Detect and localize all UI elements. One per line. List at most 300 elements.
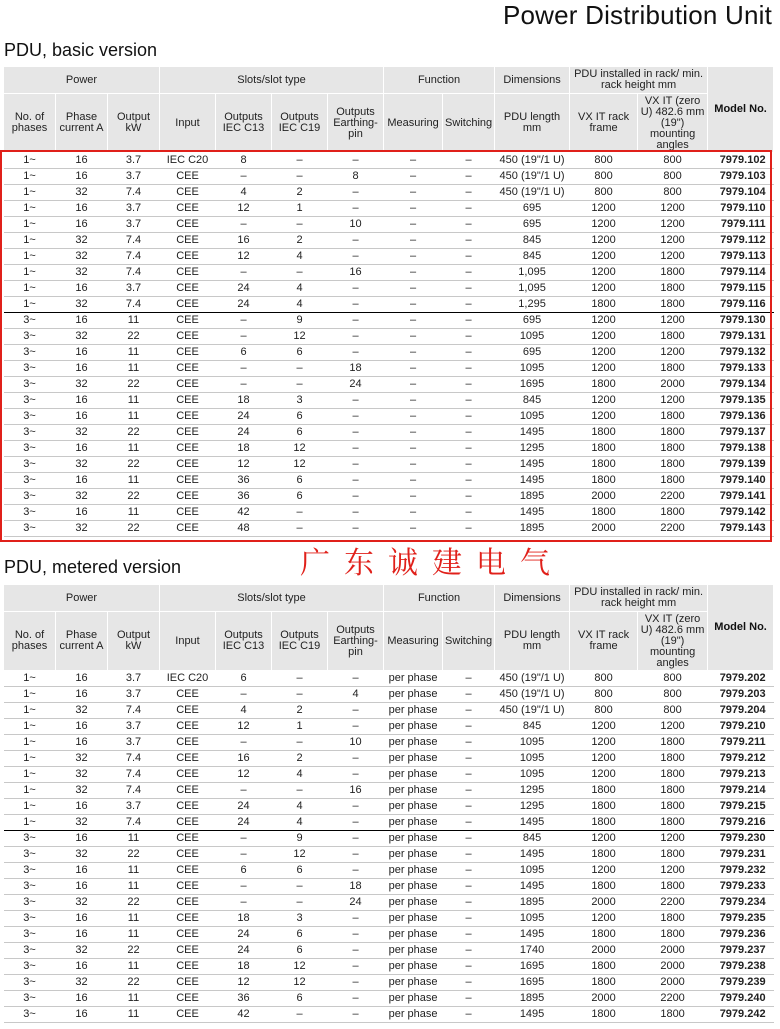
table-row (4, 377, 774, 393)
header-group-function: Function (384, 585, 495, 612)
cell-c13: 12 (216, 249, 272, 265)
header-phases: No. of phases (4, 612, 56, 671)
pdu-basic-rows (4, 153, 774, 537)
cell-c13: 36 (216, 991, 272, 1007)
cell-length: 1095 (495, 911, 570, 927)
cell-vx-zero: 1800 (638, 297, 708, 313)
cell-c19: 1 (272, 719, 328, 735)
table-row (4, 735, 774, 751)
cell-switching: – (443, 719, 495, 735)
cell-length: 1495 (495, 425, 570, 441)
cell-vx-zero: 1800 (638, 847, 708, 863)
header-length: PDU length mm (495, 94, 570, 153)
cell-vx-zero: 2200 (638, 521, 708, 537)
cell-earthing: – (328, 671, 384, 687)
cell-phases: 3~ (4, 911, 56, 927)
cell-input: CEE (160, 313, 216, 329)
cell-switching: – (443, 393, 495, 409)
cell-length: 695 (495, 313, 570, 329)
cell-phases: 1~ (4, 233, 56, 249)
cell-vx-frame: 1800 (570, 783, 638, 799)
header-model: Model No. (708, 585, 774, 671)
cell-c13: 6 (216, 345, 272, 361)
cell-input: CEE (160, 345, 216, 361)
cell-vx-zero: 2000 (638, 959, 708, 975)
cell-phases: 1~ (4, 783, 56, 799)
table-row (4, 815, 774, 831)
cell-c19: 6 (272, 409, 328, 425)
cell-model: 7979.212 (708, 751, 774, 767)
header-output: Output kW (108, 94, 160, 153)
cell-measuring: per phase (384, 799, 443, 815)
cell-output: 11 (108, 831, 160, 847)
cell-c19: 12 (272, 975, 328, 991)
cell-current: 32 (56, 249, 108, 265)
cell-output: 11 (108, 441, 160, 457)
cell-output: 3.7 (108, 735, 160, 751)
cell-model: 7979.139 (708, 457, 774, 473)
table-row (4, 895, 774, 911)
table-row (4, 345, 774, 361)
cell-measuring: per phase (384, 959, 443, 975)
cell-current: 16 (56, 345, 108, 361)
header-group-slots: Slots/slot type (160, 585, 384, 612)
cell-input: CEE (160, 169, 216, 185)
cell-switching: – (443, 313, 495, 329)
table-row (4, 457, 774, 473)
cell-switching: – (443, 489, 495, 505)
table-row (4, 1007, 774, 1023)
cell-output: 22 (108, 377, 160, 393)
header-vx-frame: VX IT rack frame (570, 94, 638, 153)
cell-output: 11 (108, 409, 160, 425)
cell-vx-frame: 1800 (570, 297, 638, 313)
cell-phases: 3~ (4, 975, 56, 991)
cell-vx-frame: 1800 (570, 815, 638, 831)
cell-switching: – (443, 361, 495, 377)
header-input: Input (160, 612, 216, 671)
cell-vx-zero: 1800 (638, 265, 708, 281)
cell-input: CEE (160, 249, 216, 265)
cell-switching: – (443, 751, 495, 767)
cell-output: 22 (108, 943, 160, 959)
cell-phases: 3~ (4, 879, 56, 895)
cell-input: CEE (160, 847, 216, 863)
cell-length: 1095 (495, 735, 570, 751)
cell-phases: 1~ (4, 735, 56, 751)
cell-c19: – (272, 895, 328, 911)
cell-phases: 3~ (4, 489, 56, 505)
cell-input: CEE (160, 329, 216, 345)
cell-switching: – (443, 687, 495, 703)
cell-current: 32 (56, 815, 108, 831)
cell-current: 16 (56, 671, 108, 687)
cell-current: 16 (56, 687, 108, 703)
header-vx-frame: VX IT rack frame (570, 612, 638, 671)
cell-length: 1,095 (495, 281, 570, 297)
cell-measuring: – (384, 409, 443, 425)
table-row (4, 751, 774, 767)
cell-vx-zero: 800 (638, 671, 708, 687)
cell-vx-zero: 2000 (638, 377, 708, 393)
cell-model: 7979.133 (708, 361, 774, 377)
cell-input: CEE (160, 201, 216, 217)
cell-length: 845 (495, 831, 570, 847)
cell-switching: – (443, 345, 495, 361)
cell-model: 7979.238 (708, 959, 774, 975)
cell-measuring: – (384, 265, 443, 281)
cell-output: 3.7 (108, 687, 160, 703)
cell-measuring: per phase (384, 911, 443, 927)
cell-output: 11 (108, 927, 160, 943)
cell-measuring: – (384, 169, 443, 185)
page-title: Power Distribution Unit (502, 0, 772, 30)
cell-output: 3.7 (108, 169, 160, 185)
cell-input: CEE (160, 943, 216, 959)
cell-current: 16 (56, 473, 108, 489)
cell-c19: 1 (272, 201, 328, 217)
header-output: Output kW (108, 612, 160, 671)
cell-measuring: – (384, 297, 443, 313)
cell-switching: – (443, 847, 495, 863)
cell-switching: – (443, 457, 495, 473)
cell-model: 7979.236 (708, 927, 774, 943)
cell-length: 845 (495, 719, 570, 735)
cell-earthing: – (328, 425, 384, 441)
cell-current: 32 (56, 329, 108, 345)
cell-vx-zero: 1800 (638, 409, 708, 425)
cell-vx-zero: 1800 (638, 457, 708, 473)
cell-earthing: – (328, 975, 384, 991)
cell-vx-frame: 1200 (570, 393, 638, 409)
cell-c13: 18 (216, 959, 272, 975)
cell-model: 7979.132 (708, 345, 774, 361)
cell-vx-zero: 2200 (638, 489, 708, 505)
cell-c19: 6 (272, 863, 328, 879)
cell-c19: 12 (272, 847, 328, 863)
table-row (4, 847, 774, 863)
cell-vx-frame: 1800 (570, 959, 638, 975)
cell-length: 1495 (495, 847, 570, 863)
cell-phases: 1~ (4, 249, 56, 265)
table-row (4, 703, 774, 719)
table-row (4, 489, 774, 505)
cell-vx-frame: 1800 (570, 457, 638, 473)
cell-measuring: per phase (384, 687, 443, 703)
cell-measuring: – (384, 313, 443, 329)
cell-output: 11 (108, 361, 160, 377)
cell-c19: – (272, 671, 328, 687)
cell-switching: – (443, 831, 495, 847)
cell-earthing: – (328, 185, 384, 201)
cell-length: 450 (19"/1 U) (495, 671, 570, 687)
cell-input: CEE (160, 911, 216, 927)
cell-c13: 36 (216, 473, 272, 489)
cell-output: 11 (108, 313, 160, 329)
cell-c13: – (216, 377, 272, 393)
cell-phases: 3~ (4, 457, 56, 473)
cell-c19: 4 (272, 249, 328, 265)
cell-c13: – (216, 847, 272, 863)
cell-vx-frame: 1200 (570, 751, 638, 767)
cell-model: 7979.115 (708, 281, 774, 297)
cell-input: CEE (160, 441, 216, 457)
cell-model: 7979.216 (708, 815, 774, 831)
cell-c13: 24 (216, 297, 272, 313)
cell-c19: 12 (272, 329, 328, 345)
cell-input: CEE (160, 425, 216, 441)
cell-earthing: 24 (328, 377, 384, 393)
cell-length: 695 (495, 345, 570, 361)
cell-vx-zero: 2200 (638, 895, 708, 911)
cell-current: 32 (56, 377, 108, 393)
cell-vx-frame: 1200 (570, 719, 638, 735)
cell-vx-zero: 1800 (638, 505, 708, 521)
cell-switching: – (443, 169, 495, 185)
header-earthing: Outputs Earthing-pin (328, 612, 384, 671)
header-group-rack: PDU installed in rack/ min. rack height mm (570, 585, 708, 612)
table-row (4, 217, 774, 233)
pdu-basic-table (3, 66, 774, 537)
cell-length: 450 (19"/1 U) (495, 687, 570, 703)
cell-vx-zero: 1800 (638, 783, 708, 799)
cell-vx-zero: 1800 (638, 911, 708, 927)
cell-model: 7979.204 (708, 703, 774, 719)
cell-input: CEE (160, 409, 216, 425)
cell-switching: – (443, 927, 495, 943)
cell-vx-frame: 1800 (570, 441, 638, 457)
cell-measuring: per phase (384, 879, 443, 895)
cell-vx-zero: 1800 (638, 361, 708, 377)
cell-vx-frame: 1800 (570, 1007, 638, 1023)
cell-output: 22 (108, 847, 160, 863)
cell-current: 16 (56, 441, 108, 457)
cell-length: 1695 (495, 377, 570, 393)
table-row (4, 783, 774, 799)
cell-length: 1095 (495, 409, 570, 425)
cell-output: 22 (108, 895, 160, 911)
cell-earthing: – (328, 457, 384, 473)
cell-earthing: – (328, 719, 384, 735)
cell-c13: 24 (216, 409, 272, 425)
cell-output: 11 (108, 879, 160, 895)
cell-c13: 18 (216, 441, 272, 457)
cell-vx-zero: 1200 (638, 217, 708, 233)
cell-c13: – (216, 313, 272, 329)
cell-earthing: – (328, 505, 384, 521)
cell-c13: 4 (216, 703, 272, 719)
cell-phases: 1~ (4, 751, 56, 767)
cell-current: 16 (56, 169, 108, 185)
table-row (4, 879, 774, 895)
cell-earthing: – (328, 441, 384, 457)
cell-model: 7979.138 (708, 441, 774, 457)
cell-input: CEE (160, 991, 216, 1007)
cell-measuring: per phase (384, 783, 443, 799)
cell-output: 3.7 (108, 281, 160, 297)
cell-c13: 16 (216, 751, 272, 767)
cell-output: 11 (108, 863, 160, 879)
cell-switching: – (443, 959, 495, 975)
cell-measuring: per phase (384, 895, 443, 911)
cell-input: CEE (160, 217, 216, 233)
cell-length: 450 (19"/1 U) (495, 185, 570, 201)
cell-input: CEE (160, 783, 216, 799)
cell-length: 1695 (495, 975, 570, 991)
cell-c19: 4 (272, 297, 328, 313)
cell-vx-frame: 1800 (570, 847, 638, 863)
cell-switching: – (443, 409, 495, 425)
cell-measuring: – (384, 249, 443, 265)
cell-length: 1095 (495, 767, 570, 783)
cell-vx-frame: 1800 (570, 975, 638, 991)
table-row (4, 297, 774, 313)
cell-vx-frame: 800 (570, 169, 638, 185)
cell-earthing: – (328, 201, 384, 217)
cell-switching: – (443, 201, 495, 217)
cell-output: 11 (108, 991, 160, 1007)
cell-phases: 1~ (4, 767, 56, 783)
cell-model: 7979.242 (708, 1007, 774, 1023)
cell-earthing: 4 (328, 687, 384, 703)
cell-output: 7.4 (108, 703, 160, 719)
cell-c13: 42 (216, 505, 272, 521)
cell-c13: 12 (216, 201, 272, 217)
cell-vx-frame: 1200 (570, 767, 638, 783)
cell-output: 11 (108, 473, 160, 489)
cell-c13: 8 (216, 153, 272, 169)
cell-current: 32 (56, 751, 108, 767)
cell-phases: 1~ (4, 265, 56, 281)
table-row (4, 169, 774, 185)
cell-phases: 3~ (4, 847, 56, 863)
cell-length: 1095 (495, 361, 570, 377)
cell-c13: 24 (216, 815, 272, 831)
cell-switching: – (443, 863, 495, 879)
table-row (4, 799, 774, 815)
table-row (4, 249, 774, 265)
cell-c13: 6 (216, 863, 272, 879)
table-row (4, 185, 774, 201)
cell-current: 16 (56, 831, 108, 847)
cell-c19: – (272, 1007, 328, 1023)
cell-current: 32 (56, 185, 108, 201)
cell-measuring: per phase (384, 991, 443, 1007)
cell-vx-zero: 1200 (638, 313, 708, 329)
cell-model: 7979.240 (708, 991, 774, 1007)
cell-input: CEE (160, 521, 216, 537)
table-row (4, 393, 774, 409)
cell-c19: 6 (272, 991, 328, 1007)
cell-earthing: 10 (328, 217, 384, 233)
cell-phases: 3~ (4, 345, 56, 361)
cell-measuring: per phase (384, 719, 443, 735)
table-row (4, 265, 774, 281)
header-c13: Outputs IEC C13 (216, 612, 272, 671)
cell-earthing: – (328, 1007, 384, 1023)
cell-c19: 4 (272, 281, 328, 297)
cell-c13: 4 (216, 185, 272, 201)
cell-switching: – (443, 425, 495, 441)
cell-length: 1895 (495, 521, 570, 537)
cell-earthing: – (328, 473, 384, 489)
header-group-slots: Slots/slot type (160, 67, 384, 94)
table-row (4, 943, 774, 959)
cell-input: IEC C20 (160, 671, 216, 687)
cell-c13: – (216, 329, 272, 345)
cell-model: 7979.116 (708, 297, 774, 313)
cell-switching: – (443, 473, 495, 489)
cell-switching: – (443, 505, 495, 521)
cell-vx-frame: 1200 (570, 911, 638, 927)
table-row (4, 329, 774, 345)
cell-measuring: – (384, 377, 443, 393)
cell-phases: 3~ (4, 329, 56, 345)
cell-earthing: – (328, 409, 384, 425)
cell-input: CEE (160, 975, 216, 991)
cell-length: 1495 (495, 815, 570, 831)
cell-phases: 3~ (4, 959, 56, 975)
cell-phases: 3~ (4, 441, 56, 457)
cell-model: 7979.215 (708, 799, 774, 815)
cell-vx-zero: 1800 (638, 441, 708, 457)
header-phases: No. of phases (4, 94, 56, 153)
cell-c13: 24 (216, 943, 272, 959)
cell-length: 1295 (495, 799, 570, 815)
cell-c19: 6 (272, 489, 328, 505)
cell-input: CEE (160, 457, 216, 473)
cell-phases: 3~ (4, 505, 56, 521)
cell-phases: 1~ (4, 217, 56, 233)
cell-switching: – (443, 233, 495, 249)
cell-c13: 24 (216, 281, 272, 297)
cell-model: 7979.210 (708, 719, 774, 735)
cell-vx-frame: 1800 (570, 799, 638, 815)
cell-c13: – (216, 361, 272, 377)
cell-c13: 6 (216, 671, 272, 687)
header-group-function: Function (384, 67, 495, 94)
table-row (4, 863, 774, 879)
cell-phases: 1~ (4, 719, 56, 735)
cell-model: 7979.110 (708, 201, 774, 217)
cell-input: CEE (160, 1007, 216, 1023)
watermark-text: 广东诚建电气 (300, 546, 564, 581)
cell-model: 7979.112 (708, 233, 774, 249)
cell-c13: – (216, 217, 272, 233)
cell-vx-zero: 1200 (638, 863, 708, 879)
cell-output: 22 (108, 457, 160, 473)
cell-current: 32 (56, 425, 108, 441)
cell-c13: – (216, 831, 272, 847)
cell-current: 16 (56, 409, 108, 425)
cell-length: 845 (495, 249, 570, 265)
cell-model: 7979.203 (708, 687, 774, 703)
cell-length: 1295 (495, 441, 570, 457)
cell-c19: 9 (272, 831, 328, 847)
header-group-dimensions: Dimensions (495, 585, 570, 612)
cell-input: CEE (160, 473, 216, 489)
cell-vx-zero: 800 (638, 169, 708, 185)
cell-current: 32 (56, 521, 108, 537)
header-measuring: Measuring (384, 94, 443, 153)
cell-vx-frame: 1200 (570, 249, 638, 265)
cell-measuring: – (384, 441, 443, 457)
header-current: Phase current A (56, 94, 108, 153)
cell-input: CEE (160, 281, 216, 297)
cell-input: CEE (160, 735, 216, 751)
cell-switching: – (443, 991, 495, 1007)
cell-length: 845 (495, 393, 570, 409)
